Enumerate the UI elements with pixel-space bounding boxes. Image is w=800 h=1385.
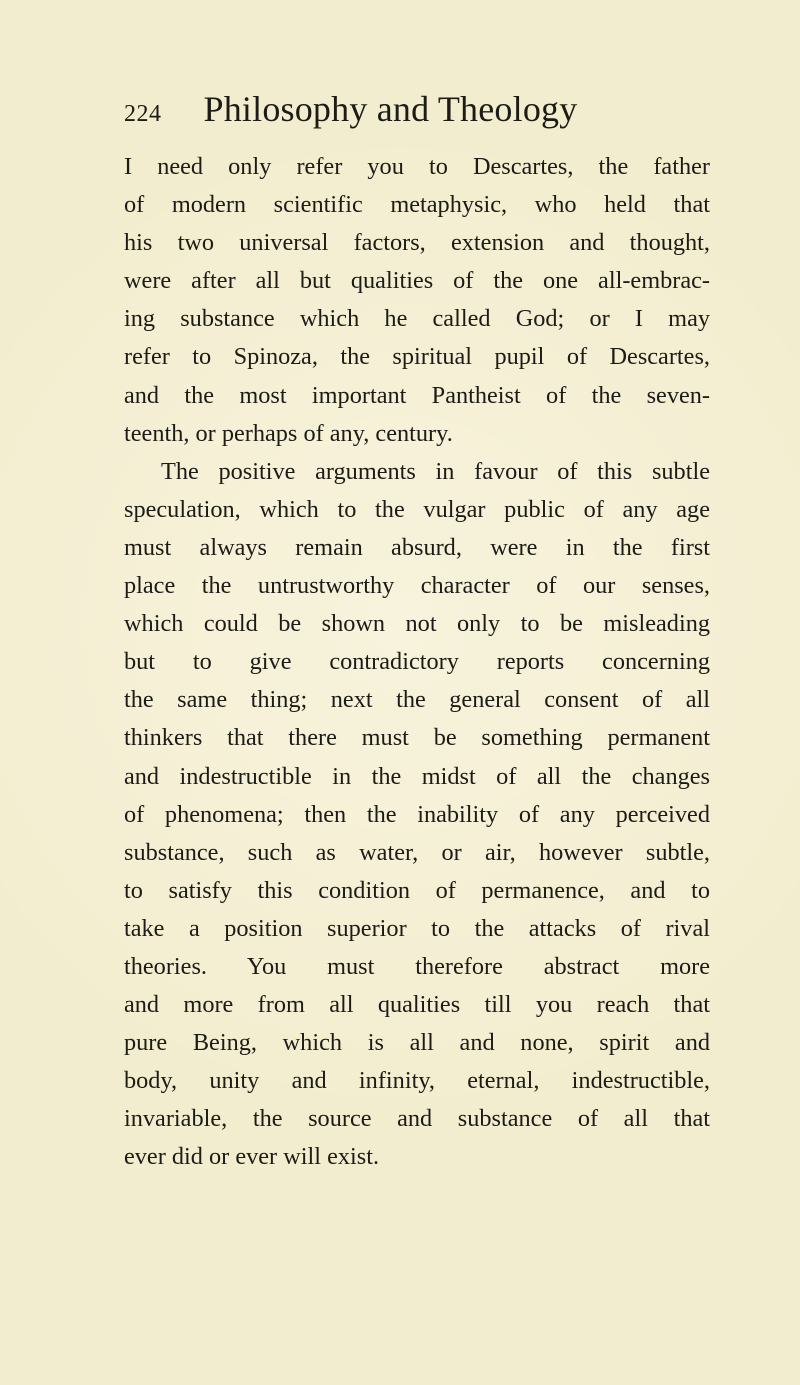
body-text bbox=[124, 148, 710, 1177]
text-line: and more from all qualities till you reach that bbox=[124, 991, 710, 1019]
text-line: ing substance which he called God; or I may bbox=[124, 305, 710, 333]
text-line: and indestructible in the midst of all the changes bbox=[124, 762, 710, 790]
page-number: 224 bbox=[124, 101, 162, 127]
text-line: teenth, or perhaps of any, century. bbox=[124, 419, 453, 447]
text-line: must always remain absurd, were in the first bbox=[124, 533, 710, 561]
text-line: of phenomena; then the inability of any perceived bbox=[124, 800, 710, 828]
text-line: were after all but qualities of the one all-embrac- bbox=[124, 267, 710, 295]
text-line: which could be shown not only to be misleading bbox=[124, 610, 710, 638]
text-line: ever did or ever will exist. bbox=[124, 1143, 380, 1171]
text-line: The positive arguments in favour of this subtle bbox=[161, 457, 710, 485]
text-line: substance, such as water, or air, however subtle, bbox=[124, 838, 710, 866]
text-line: I need only refer you to Descartes, the father bbox=[124, 153, 710, 180]
text-line: invariable, the source and substance of all that bbox=[124, 1105, 710, 1133]
text-line: his two universal factors, extension and thought, bbox=[124, 229, 710, 257]
text-line: pure Being, which is all and none, spirit and bbox=[124, 1029, 710, 1057]
text-line: theories. You must therefore abstract more bbox=[124, 952, 710, 980]
text-line: place the untrustworthy character of our senses, bbox=[124, 572, 710, 600]
paragraph-2 bbox=[124, 453, 710, 1177]
text-line: to satisfy this condition of permanence, and to bbox=[124, 876, 710, 904]
text-line: but to give contradictory reports concerning bbox=[124, 648, 710, 676]
text-line: thinkers that there must be something permanent bbox=[124, 724, 710, 752]
text-line: the same thing; next the general consent of all bbox=[124, 686, 710, 714]
text-line: refer to Spinoza, the spiritual pupil of Descartes, bbox=[124, 343, 710, 371]
text-line: speculation, which to the vulgar public of any age bbox=[124, 495, 710, 523]
running-head bbox=[124, 88, 577, 138]
text-line: of modern scientific metaphysic, who held that bbox=[124, 191, 710, 219]
text-line: take a position superior to the attacks of rival bbox=[124, 914, 710, 942]
text-line: body, unity and infinity, eternal, indestructible, bbox=[124, 1067, 710, 1095]
paragraph-1 bbox=[124, 148, 710, 453]
running-title: Philosophy and Theology bbox=[203, 89, 578, 129]
text-line: and the most important Pantheist of the seven- bbox=[124, 381, 710, 409]
